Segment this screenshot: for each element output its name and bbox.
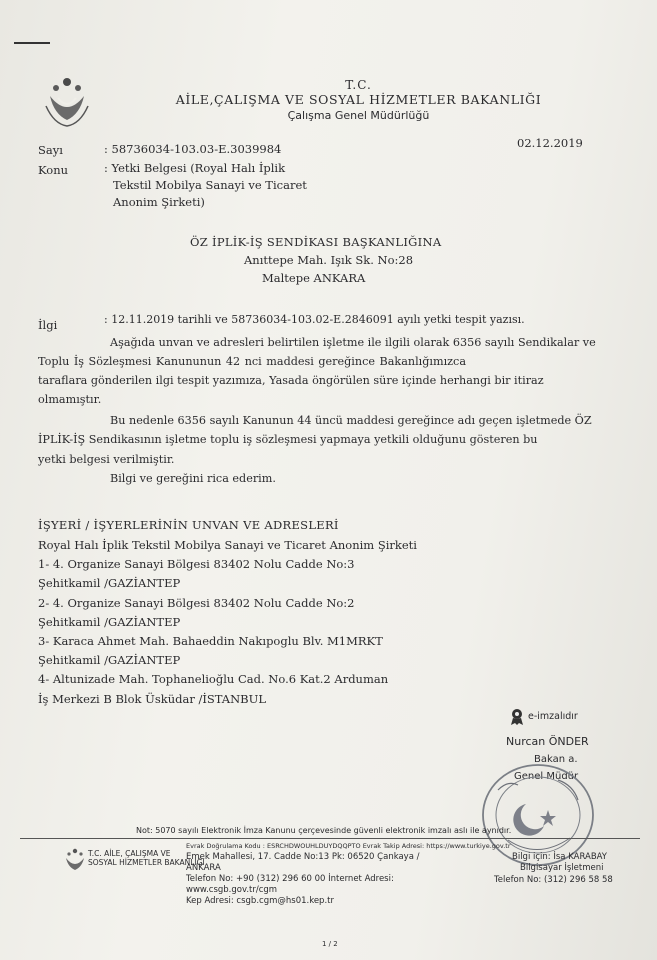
workplace-line: İş Merkezi B Blok Üsküdar /İSTANBUL bbox=[38, 692, 266, 706]
body-line: İPLİK-İŞ Sendikasının işletme toplu iş sözleşmesi yapmaya yetkili olduğunu gösteren bu bbox=[38, 433, 538, 446]
workplace-line: 1- 4. Organize Sanayi Bölgesi 83402 Nolu Cadde No:3 bbox=[38, 557, 355, 571]
konu-line: : Yetki Belgesi (Royal Halı İplik bbox=[104, 161, 286, 175]
header-ministry: AİLE,ÇALIŞMA VE SOSYAL HİZMETLER BAKANLIĞI bbox=[175, 92, 542, 107]
workplace-line: 4- Altunizade Mah. Tophanelioğlu Cad. No.6 Kat.2 Arduman bbox=[38, 672, 389, 686]
workplace-line: Royal Halı İplik Tekstil Mobilya Sanayi ve Ticaret Anonim Şirketi bbox=[38, 538, 417, 552]
footer-logo-text: T.C. AİLE, ÇALIŞMA VE bbox=[88, 849, 171, 858]
sayi-value: : 58736034-103.03-E.3039984 bbox=[104, 142, 282, 156]
recipient-address: Anıttepe Mah. Işık Sk. No:28 bbox=[244, 253, 414, 267]
konu-line: Tekstil Mobilya Sanayi ve Ticaret bbox=[113, 178, 307, 192]
header-country: T.C. bbox=[345, 78, 372, 92]
footer-logo-icon bbox=[62, 845, 88, 873]
signer-title: Genel Müdür bbox=[514, 771, 579, 782]
workplace-line: 2- 4. Organize Sanayi Bölgesi 83402 Nolu Cadde No:2 bbox=[38, 596, 355, 610]
signer-title: Bakan a. bbox=[534, 754, 578, 765]
info-contact: Bilgi için: İsa KARABAY bbox=[512, 852, 608, 862]
footer-address: ANKARA bbox=[186, 863, 221, 873]
footer-phone: Telefon No: +90 (312) 296 60 00 İnternet Adresi: bbox=[186, 874, 394, 884]
ilgi-label: İlgi bbox=[38, 318, 58, 332]
page-number: 1 / 2 bbox=[322, 940, 338, 948]
workplace-line: Şehitkamil /GAZİANTEP bbox=[38, 653, 181, 667]
workplace-line: Şehitkamil /GAZİANTEP bbox=[38, 615, 181, 629]
ribbon-icon bbox=[510, 708, 524, 726]
footer-divider bbox=[20, 838, 640, 839]
recipient-city: Maltepe ANKARA bbox=[262, 271, 366, 285]
sayi-label: Sayı bbox=[38, 143, 63, 157]
konu-line: Anonim Şirketi) bbox=[113, 195, 205, 209]
closing-line: Bilgi ve gereğini rica ederim. bbox=[110, 472, 276, 485]
e-signature-label: e-imzalıdır bbox=[528, 711, 578, 722]
workplace-line: 3- Karaca Ahmet Mah. Bahaeddin Nakıpoglu Blv. M1MRKT bbox=[38, 634, 383, 648]
top-rule bbox=[14, 42, 50, 44]
konu-label: Konu bbox=[38, 163, 69, 177]
workplace-line: Şehitkamil /GAZİANTEP bbox=[38, 576, 181, 590]
footer-kep: Kep Adresi: csgb.cgm@hs01.kep.tr bbox=[186, 896, 334, 906]
info-phone: Telefon No: (312) 296 58 58 bbox=[494, 875, 613, 885]
body-line: olmamıştır. bbox=[38, 393, 102, 406]
body-line: Aşağıda unvan ve adresleri belirtilen işletme ile ilgili olarak 6356 sayılı Sendikalar ve bbox=[110, 336, 596, 349]
ilgi-text: : 12.11.2019 tarihli ve 58736034-103.02-E.2846091 ayılı yetki tespit yazısı. bbox=[104, 313, 525, 326]
body-line: taraflara gönderilen ilgi tespit yazımıza, Yasada öngörülen süre içinde herhangi bir itiraz bbox=[38, 374, 544, 387]
footer-website[interactable]: www.csgb.gov.tr/cgm bbox=[186, 885, 278, 895]
footer-logo-text: SOSYAL HİZMETLER BAKANLIĞI bbox=[88, 858, 205, 867]
footer-address: Emek Mahallesi, 17. Cadde No:13 Pk: 06520 Çankaya / bbox=[186, 852, 420, 862]
body-line: Bu nedenle 6356 sayılı Kanunun 44 üncü maddesi gereğince adı geçen işletmede ÖZ bbox=[110, 414, 592, 427]
recipient-title: ÖZ İPLİK-İŞ SENDİKASI BAŞKANLIĞINA bbox=[190, 235, 442, 249]
body-line: Toplu İş Sözleşmesi Kanununun 42 nci maddesi gereğince Bakanlığımızca bbox=[38, 355, 466, 368]
legal-note: Not: 5070 sayılı Elektronik İmza Kanunu çerçevesinde güvenli elektronik imzalı aslı ile aynıdır. bbox=[136, 826, 512, 835]
workplaces-title: İŞYERİ / İŞYERLERİNİN UNVAN VE ADRESLERİ bbox=[38, 518, 339, 532]
signer-name: Nurcan ÖNDER bbox=[506, 735, 589, 748]
body-line: yetki belgesi verilmiştir. bbox=[38, 453, 175, 466]
info-role: Bilgisayar İşletmeni bbox=[520, 863, 604, 873]
verification-code: Evrak Doğrulama Kodu : ESRCHDWOUHLDUYDQQPTO Evrak Takip Adresi: https://www.turkiye.gov.tr bbox=[186, 842, 511, 850]
header-department: Çalışma Genel Müdürlüğü bbox=[287, 109, 430, 122]
document-date: 02.12.2019 bbox=[517, 136, 583, 150]
